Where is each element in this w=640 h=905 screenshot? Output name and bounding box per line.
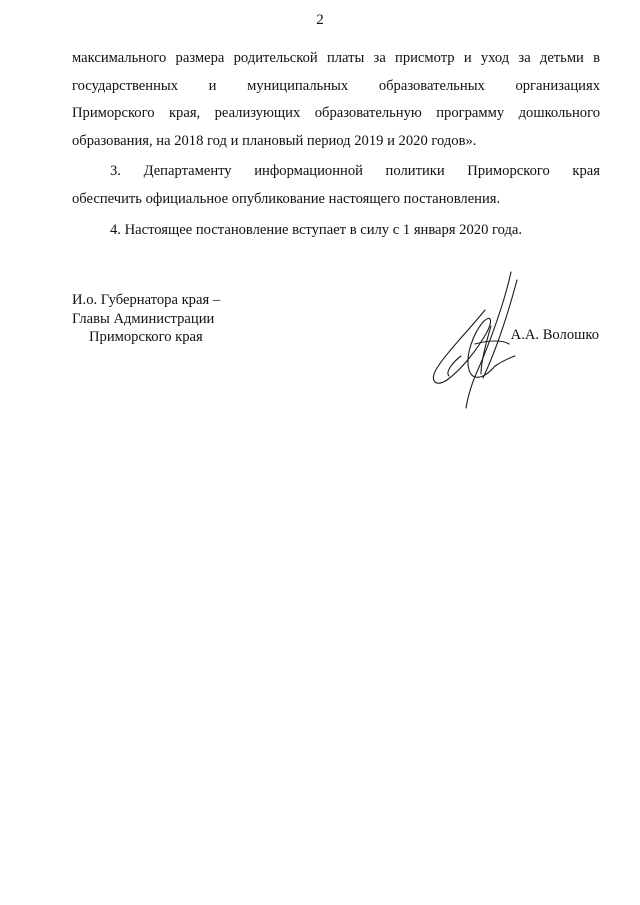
text-line: 3. Департаменту информационной политики Приморского края <box>110 163 600 180</box>
signer-name: А.А. Волошко <box>510 327 599 343</box>
signatory-title-line: И.о. Губернатора края – <box>72 292 221 308</box>
item-4-paragraph <box>72 217 600 245</box>
page-number: 2 <box>316 12 324 28</box>
item-3-paragraph <box>72 158 600 213</box>
signatory-title-line: Приморского края <box>89 329 203 345</box>
text-line: обеспечить официальное опубликование настоящего постановления. <box>72 190 501 207</box>
text-line: государственных и муниципальных образовательных организациях <box>72 77 600 94</box>
text-line: Приморского края, реализующих образовательную программу дошкольного <box>72 105 600 122</box>
document-body <box>72 45 600 244</box>
signatory-title-line: Главы Администрации <box>72 310 215 327</box>
paragraph-continuation <box>72 45 600 155</box>
signatory-title <box>72 291 220 347</box>
text-line: 4. Настоящее постановление вступает в силу с 1 января 2020 года. <box>110 221 523 238</box>
text-line: образования, на 2018 год и плановый период 2019 и 2020 годов». <box>72 132 477 149</box>
text-line: максимального размера родительской платы за присмотр и уход за детьми в <box>72 50 600 66</box>
